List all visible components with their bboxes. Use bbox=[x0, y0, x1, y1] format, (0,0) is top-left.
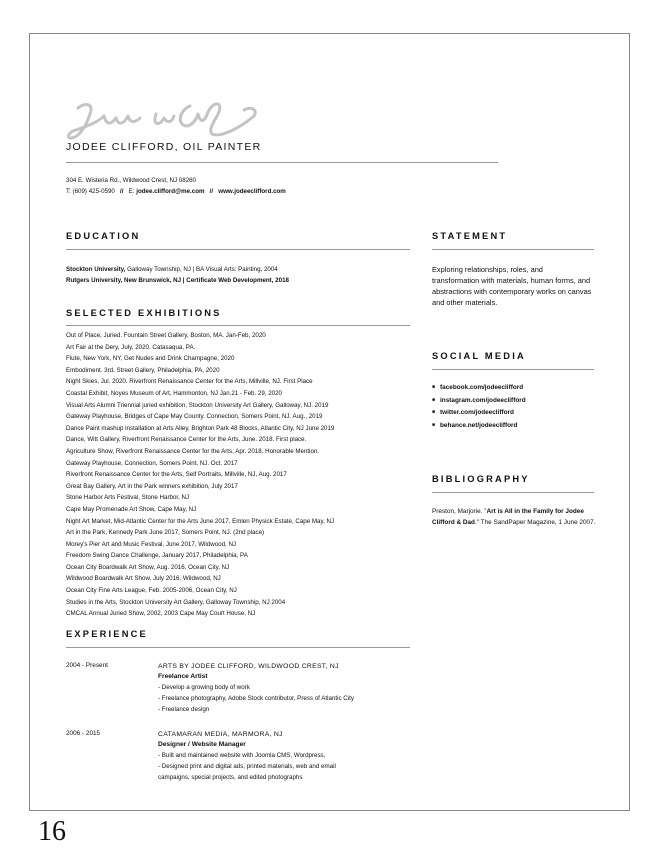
job-dates: 2006 - 2015 bbox=[66, 730, 101, 737]
social-link[interactable]: ■ facebook.com/jodeeclifford bbox=[432, 382, 526, 395]
job-bullet: - Designed print and digital ads, printed materials, web and email bbox=[158, 763, 336, 770]
biblio-article-title: Art is All in the Family for Jodee Clifford & Dad bbox=[432, 508, 584, 526]
address: 304 E. Wisteria Rd., Wildwood Crest, NJ 08260 bbox=[66, 177, 196, 184]
divider bbox=[66, 647, 410, 648]
biblio-author: Preston, Marjorie. " bbox=[432, 508, 487, 515]
job-title: Designer / Website Manager bbox=[158, 741, 246, 748]
exhibition-item: Agriculture Show, Riverfront Renaissance Center for the Arts, Apr. 2018. Honorable Mention. bbox=[66, 447, 320, 455]
job-bullet: - Freelance photography, Adobe Stock contributor, Press of Atlantic City bbox=[158, 695, 354, 702]
exhibition-item: Visual Arts Alumni Triennial juried exhibition, Stockton University Art Gallery, Galloway, NJ. 2019 bbox=[66, 401, 329, 409]
education-entry bbox=[66, 264, 426, 275]
exhibition-item: Great Bay Gallery, Art in the Park winners exhibition, July 2017 bbox=[66, 482, 238, 490]
exhibition-item: Riverfront Renaissance Center for the Arts, Self Portraits, Millville, NJ, Aug. 2017 bbox=[66, 471, 287, 479]
exhibition-item: Night Skies, Jul. 2020. Riverfront Renaissance Center for the Arts, Millville, NJ. First Place bbox=[66, 378, 313, 386]
exhibition-item: Freedom Swing Dance Challenge, January 2017, Philadelphia, PA bbox=[66, 552, 248, 560]
school-details: Galloway Township, NJ | BA Visual Arts: Painting, 2004 bbox=[125, 266, 278, 273]
separator: // bbox=[120, 188, 124, 195]
statement-text: Exploring relationships, roles, and transformation with materials, human forms, and abstractions with contemporary works on canvas and other materials. bbox=[432, 265, 592, 307]
divider bbox=[66, 325, 410, 326]
exhibitions-heading: SELECTED EXHIBITIONS bbox=[66, 308, 222, 318]
job-bullet: campaigns, special projects, and edited photographs bbox=[158, 774, 303, 781]
contact-line bbox=[66, 186, 286, 197]
exhibition-item: Night Art Market, Mid-Atlantic Center for the Arts June 2017, Emlen Physick Estate, Cape May, NJ bbox=[66, 517, 335, 525]
email-link[interactable]: jodee.clifford@me.com bbox=[136, 188, 205, 195]
divider bbox=[432, 492, 594, 493]
bibliography-entry bbox=[432, 506, 597, 528]
exhibition-item: Cape May Promenade Art Show, Cape May, NJ bbox=[66, 505, 197, 513]
exhibition-item: Morey's Pier Art and Music Festival, June 2017, Wildwood, NJ bbox=[66, 540, 237, 548]
divider bbox=[432, 369, 594, 370]
page-number: 16 bbox=[38, 816, 66, 847]
social-link[interactable]: ■ behance.net/jodeeclifford bbox=[432, 420, 526, 433]
school-name: Stockton University, bbox=[66, 266, 126, 273]
exhibition-item: Out of Place, Juried. Fountain Street Gallery, Boston, MA. Jan-Feb, 2020 bbox=[66, 332, 266, 339]
education-block bbox=[66, 264, 426, 286]
social-heading: SOCIAL MEDIA bbox=[432, 351, 526, 361]
job-company: ARTS BY JODEE CLIFFORD, WILDWOOD CREST, NJ bbox=[158, 663, 339, 670]
exhibition-item: Flute, New York, NY, Get Nudes and Drink Champagne, 2020 bbox=[66, 355, 235, 363]
exhibitions-list bbox=[66, 330, 426, 620]
education-entry: Rutgers University, New Brunswick, NJ | Certificate Web Development, 2018 bbox=[66, 277, 289, 284]
exhibition-item: Art in the Park, Kennedy Park June 2017, Somers Point, NJ. (2nd place) bbox=[66, 529, 265, 537]
bibliography-heading: BIBLIOGRAPHY bbox=[432, 474, 530, 484]
exhibition-item: Embodiment. 3rd. Street Gallery, Philadelphia, PA, 2020 bbox=[66, 366, 220, 374]
social-list bbox=[432, 382, 526, 432]
exhibition-item: Art Fair at the Dery, July, 2020. Catasaqua, PA. bbox=[66, 343, 196, 351]
exhibition-item: Studies in the Arts, Stockton University Art Gallery, Galloway Township, NJ 2004 bbox=[66, 598, 286, 606]
phone: T: (609) 425-0590 bbox=[66, 188, 115, 195]
exhibition-item: Dance, Witt Gallery, Riverfront Renaissance Center for the Arts, June. 2018. First place. bbox=[66, 436, 307, 444]
exhibition-item: Dance Paint mashup installation at Arts Alley, Brighton Park 48 Blocks, Atlantic City, NJ June 2019 bbox=[66, 424, 335, 432]
exhibition-item: Ocean City Boardwalk Art Show, Aug. 2016, Ocean City, NJ bbox=[66, 563, 230, 571]
social-link[interactable]: ■ instagram.com/jodeeclifford bbox=[432, 395, 526, 408]
website-link[interactable]: www.jodeeclifford.com bbox=[218, 188, 286, 195]
exhibition-item: Gateway Playhouse, Bridges of Cape May County. Connection, Somers Point, NJ. Aug., 2019 bbox=[66, 413, 323, 421]
job-title: Freelance Artist bbox=[158, 673, 208, 680]
job-bullet: - Develop a growing body of work bbox=[158, 684, 250, 691]
exhibition-item: Coastal Exhibit, Noyes Museum of Art, Hammonton, NJ Jan.21 - Feb. 29, 2020 bbox=[66, 389, 282, 397]
email-label: E: bbox=[128, 188, 135, 195]
divider bbox=[66, 249, 410, 250]
separator: // bbox=[209, 188, 214, 195]
exhibition-item: Ocean City Fine Arts League, Feb. 2005-2006, Ocean City, NJ bbox=[66, 587, 237, 595]
statement-heading: STATEMENT bbox=[432, 231, 508, 241]
exhibition-item: Stone Harbor Arts Festival, Stone Harbor, NJ bbox=[66, 494, 190, 502]
divider bbox=[66, 162, 498, 163]
education-heading: EDUCATION bbox=[66, 231, 141, 241]
signature-image bbox=[64, 96, 260, 142]
exhibition-item: Gateway Playhouse, Connection, Somers Point, NJ. Oct. 2017 bbox=[66, 459, 238, 467]
job-bullet: - Freelance design bbox=[158, 706, 210, 713]
job-company: CATAMARAN MEDIA, MARMORA, NJ bbox=[158, 731, 283, 738]
social-link[interactable]: ■ twitter.com/jodeeclifford bbox=[432, 407, 526, 420]
job-dates: 2004 - Present bbox=[66, 662, 108, 669]
job-bullet: - Built and maintained website with Joomla CMS, Wordpress, bbox=[158, 752, 326, 759]
page-title: JODEE CLIFFORD, OIL PAINTER bbox=[66, 141, 262, 153]
exhibition-item: CMCAL Annual Juried Show, 2002, 2003 Cape May Court House, NJ bbox=[66, 610, 256, 618]
biblio-source: ." The SandPaper Magazine, 1 June 2007. bbox=[474, 519, 596, 526]
exhibition-item: Wildwood Boardwalk Art Show, July 2016, Wildwood, NJ bbox=[66, 575, 221, 583]
divider bbox=[432, 249, 594, 250]
experience-heading: EXPERIENCE bbox=[66, 629, 148, 639]
